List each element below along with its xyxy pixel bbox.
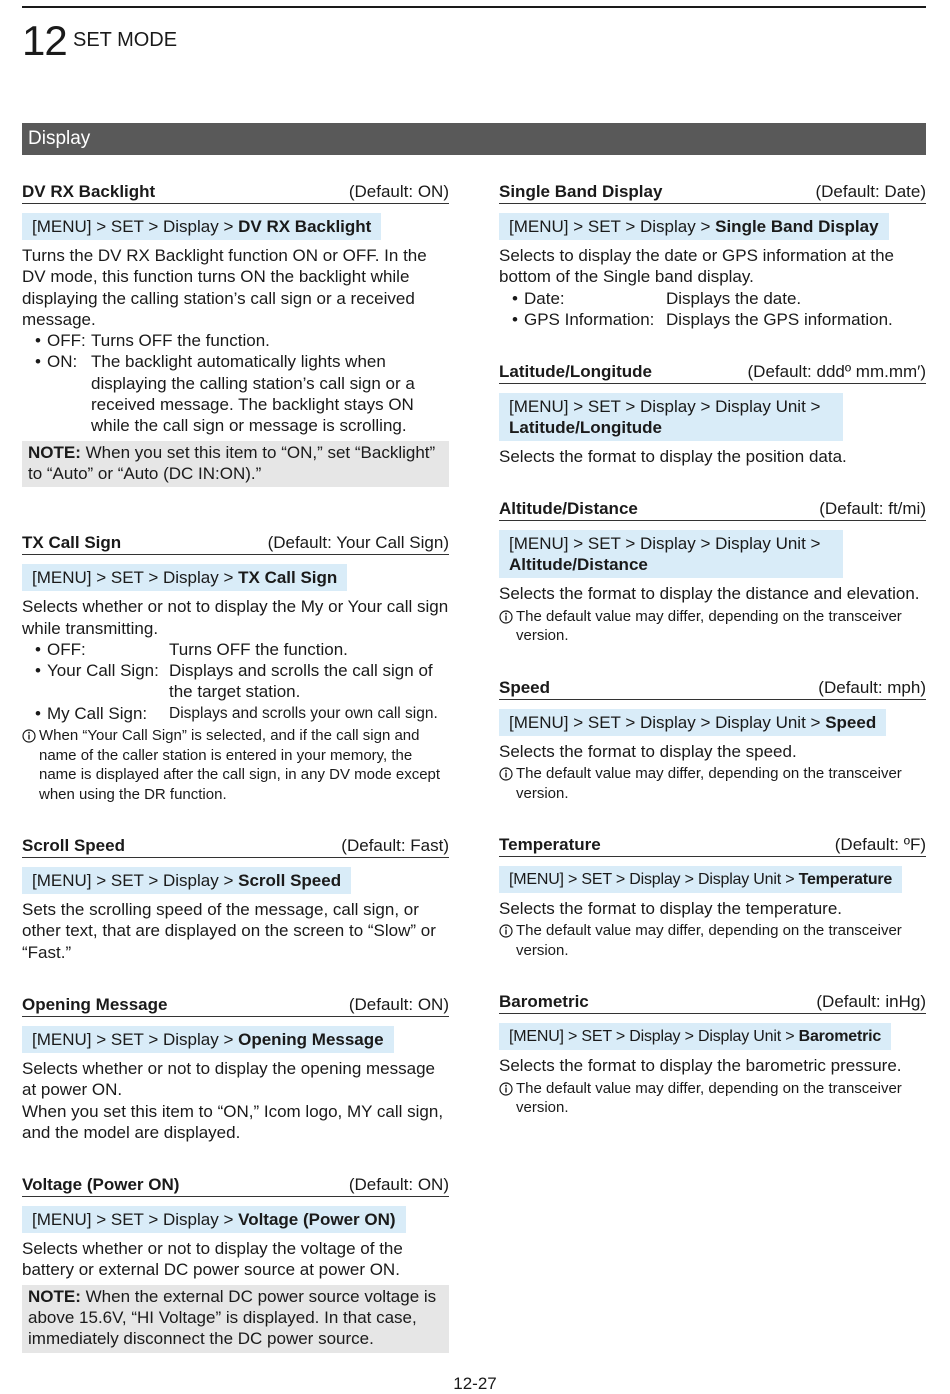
menu-path (499, 393, 843, 441)
description: Selects the format to display the barometric pressure. (499, 1056, 902, 1076)
menu-path (22, 213, 381, 240)
option-value: Turns OFF the function. (91, 331, 270, 351)
option-value: The backlight automatically lights when displaying the calling station’s call sign or a received message. The backlight stays ON while the call sign or message is scrolling. (91, 352, 415, 436)
section-header (22, 1174, 449, 1197)
description: Selects whether or not to display the opening message at power ON. (22, 1058, 435, 1100)
section-speed (499, 677, 926, 803)
option-key: OFF: (47, 639, 86, 659)
section-title: DV RX Backlight (22, 182, 156, 201)
menu-item: Altitude/Distance (509, 555, 648, 575)
default-value: (Default: Your Call Sign) (267, 533, 449, 553)
info-text: The default value may differ, depending on the transceiver version. (516, 922, 902, 959)
option-item (22, 639, 449, 660)
section-header (499, 181, 926, 204)
default-value: (Default: Fast) (341, 836, 449, 856)
option-value: Displays the GPS information. (666, 309, 893, 329)
menu-path (499, 709, 886, 736)
description-2: When you set this item to “ON,” Icom logo, MY call sign, and the model are displayed. (22, 1101, 444, 1142)
section-header (22, 835, 449, 858)
menu-item: Temperature (798, 871, 893, 889)
menu-prefix: [MENU] > SET > Display > Display Unit > (509, 534, 821, 554)
default-value: (Default: ON) (348, 994, 449, 1014)
menu-prefix: [MENU] > SET > Display > Display Unit > (509, 397, 821, 417)
menu-item: Barometric (798, 1028, 882, 1046)
note-label: NOTE: (28, 1286, 81, 1306)
option-key: GPS Information: (524, 309, 655, 329)
info-icon (499, 607, 516, 646)
info-icon (22, 726, 39, 804)
option-key: OFF: (47, 331, 86, 351)
menu-item: Voltage (Power ON) (238, 1210, 396, 1230)
info-text: When “Your Call Sign” is selected, and if the call sign and name of the caller station is entered in your memory, the name is displayed after the call sign, in any DV mode except when using the DR function. (39, 727, 441, 803)
section-header (499, 361, 926, 384)
description: Selects the format to display the speed. (499, 741, 797, 761)
default-value: (Default: ON) (348, 182, 449, 201)
info-note (499, 1079, 926, 1118)
info-note (499, 607, 926, 646)
section-title: Opening Message (22, 994, 168, 1014)
top-rule (22, 6, 926, 8)
menu-item: Scroll Speed (238, 871, 342, 891)
section-header (22, 532, 449, 555)
page-number: 12-27 (453, 1374, 497, 1393)
menu-prefix: [MENU] > SET > Display > Display Unit > (509, 1028, 799, 1046)
menu-path (499, 866, 902, 893)
option-item (22, 703, 449, 724)
default-value: (Default: inHg) (816, 992, 926, 1012)
option-value: Turns OFF the function. (169, 639, 348, 659)
option-item (499, 288, 926, 309)
chapter-number: 12 (22, 17, 67, 64)
section-title: Speed (499, 677, 551, 697)
section-header (499, 498, 926, 521)
info-note (22, 726, 449, 804)
menu-path (499, 530, 843, 578)
default-value: (Default: ON) (348, 1175, 449, 1195)
section-title: Scroll Speed (22, 836, 125, 856)
info-icon (499, 1079, 516, 1118)
bullet: • (35, 352, 41, 372)
right-column (499, 181, 926, 1118)
menu-item: TX Call Sign (238, 568, 338, 588)
default-value: (Default: ft/mi) (819, 499, 926, 519)
menu-path (22, 1206, 406, 1233)
section-single-band-display (499, 181, 926, 330)
section-header (22, 181, 449, 204)
menu-path (22, 867, 351, 894)
option-key: My Call Sign: (47, 703, 148, 723)
info-note (499, 921, 926, 960)
description: Selects to display the date or GPS information at the bottom of the Single band display. (499, 246, 894, 287)
option-value: Displays and scrolls the call sign of the target station. (169, 661, 433, 702)
menu-path (22, 564, 347, 591)
bullet: • (35, 331, 41, 351)
section-title: Barometric (499, 992, 589, 1012)
menu-prefix: [MENU] > SET > Display > Display Unit > (509, 871, 799, 889)
description: Turns the DV RX Backlight function ON or OFF. In the DV mode, this function turns ON the backlight while displaying the calling station’s call sign or a received message. (22, 246, 427, 329)
option-item (22, 330, 449, 351)
menu-prefix: [MENU] > SET > Display > (509, 217, 716, 236)
description: Selects the format to display the temperature. (499, 899, 843, 919)
info-text: The default value may differ, depending on the transceiver version. (516, 1079, 902, 1117)
section-title: Latitude/Longitude (499, 362, 652, 382)
bullet: • (35, 703, 41, 723)
section-temperature (499, 834, 926, 960)
menu-item: Opening Message (238, 1029, 384, 1049)
info-text: The default value may differ, depending on the transceiver version. (516, 607, 902, 645)
description: Selects the format to display the position data. (499, 447, 847, 467)
section-scroll-speed (22, 835, 449, 963)
note-box (22, 1285, 449, 1353)
description: Selects whether or not to display the voltage of the battery or external DC power source at power ON. (22, 1239, 403, 1280)
menu-path (499, 1023, 891, 1050)
option-item (22, 660, 449, 703)
section-tx-call-sign (22, 532, 449, 804)
menu-path (22, 1026, 394, 1053)
option-item (499, 309, 926, 330)
note-text: When you set this item to “ON,” set “Backlight” to “Auto” or “Auto (DC IN:ON).” (28, 442, 436, 483)
description: Sets the scrolling speed of the message, call sign, or other text, that are displayed on the screen to “Slow” or “Fast.” (22, 900, 436, 962)
note-box (22, 441, 449, 488)
default-value: (Default: ºF) (834, 835, 926, 855)
section-header (499, 834, 926, 857)
section-title: Single Band Display (499, 182, 663, 201)
note-label: NOTE: (28, 442, 81, 462)
description: Selects whether or not to display the My or Your call sign while transmitting. (22, 597, 449, 638)
section-title: Voltage (Power ON) (22, 1175, 180, 1195)
section-voltage-power-on (22, 1174, 449, 1352)
menu-prefix: [MENU] > SET > Display > (32, 871, 239, 891)
section-title: Altitude/Distance (499, 499, 638, 519)
menu-prefix: [MENU] > SET > Display > (32, 1210, 239, 1230)
section-latitude-longitude (499, 361, 926, 467)
section-title: TX Call Sign (22, 533, 122, 553)
note-text: When the external DC power source voltage is above 15.6V, “HI Voltage” is displayed. In that case, immediately disconnect the DC power source. (28, 1286, 437, 1349)
default-value: (Default: mph) (818, 677, 926, 697)
section-dv-rx-backlight (22, 181, 449, 487)
info-note (499, 764, 926, 803)
menu-item: Latitude/Longitude (509, 418, 662, 438)
chapter-title: SET MODE (73, 29, 178, 51)
option-value: Displays the date. (666, 288, 802, 308)
section-banner: Display (22, 123, 926, 155)
bullet: • (35, 639, 41, 659)
bullet: • (512, 288, 518, 308)
bullet: • (512, 309, 518, 329)
info-icon (499, 921, 516, 960)
default-value: (Default: dddº mm.mm′) (747, 362, 926, 382)
left-column (22, 181, 449, 1353)
section-header (499, 677, 926, 700)
menu-path (499, 213, 889, 240)
menu-prefix: [MENU] > SET > Display > Display Unit > (509, 712, 826, 732)
default-value: (Default: Date) (815, 182, 926, 201)
section-header (22, 994, 449, 1017)
info-icon (499, 764, 516, 803)
section-header (499, 991, 926, 1014)
menu-prefix: [MENU] > SET > Display > (32, 1029, 239, 1049)
section-barometric (499, 991, 926, 1117)
section-opening-message (22, 994, 449, 1143)
option-key: ON: (47, 352, 78, 372)
info-text: The default value may differ, depending on the transceiver version. (516, 765, 902, 802)
option-item (22, 351, 449, 436)
section-altitude-distance (499, 498, 926, 645)
menu-prefix: [MENU] > SET > Display > (32, 217, 239, 236)
description: Selects the format to display the distance and elevation. (499, 584, 920, 604)
menu-item: Speed (825, 712, 877, 732)
option-key: Date: (524, 288, 565, 308)
menu-prefix: [MENU] > SET > Display > (32, 568, 239, 588)
option-key: Your Call Sign: (47, 661, 159, 681)
menu-item: Single Band Display (715, 217, 879, 236)
menu-item: DV RX Backlight (238, 217, 372, 236)
bullet: • (35, 661, 41, 681)
section-title: Temperature (499, 835, 601, 855)
option-value: Displays and scrolls your own call sign. (169, 704, 438, 722)
